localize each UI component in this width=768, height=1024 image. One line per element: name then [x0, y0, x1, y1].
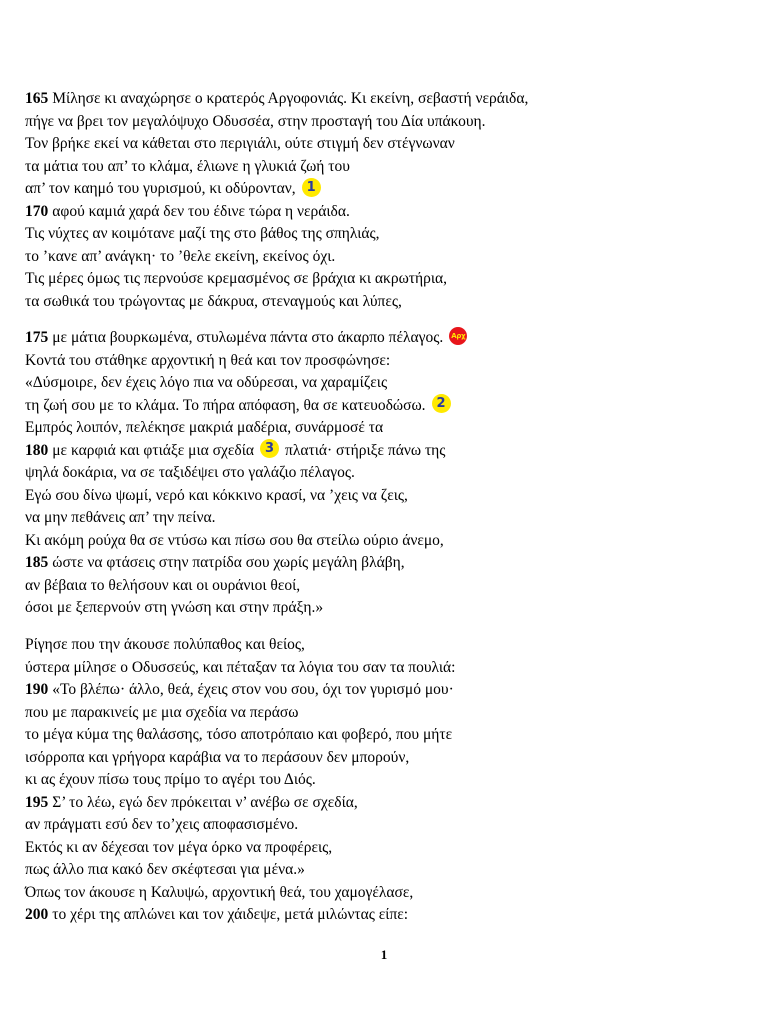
verse-text: «Το βλέπω· άλλο, θεά, έχεις στον νου σου, όχι τον γυρισμό μου· [52, 681, 454, 698]
verse-line [25, 769, 745, 792]
verse-line [25, 88, 745, 111]
verse-text: Τον βρήκε εκεί να κάθεται στο περιγιάλι, ούτε στιγμή δεν στέγνωναν [25, 135, 455, 152]
verse-line [25, 747, 745, 770]
verse-text: με μάτια βουρκωμένα, στυλωμένα πάντα στο άκαρπο πέλαγος. [52, 329, 444, 346]
verse-line [25, 133, 745, 156]
verse-line [25, 575, 745, 598]
annotation-marker-icon[interactable]: 1 [302, 178, 321, 197]
verse-text: ώστε να φτάσεις στην πατρίδα σου χωρίς μεγάλη βλάβη, [52, 554, 405, 571]
annotation-marker-icon[interactable]: 2 [432, 394, 451, 413]
verse-text: «Δύσμοιρε, δεν έχεις λόγο πια να οδύρεσαι, να χαραμίζεις [25, 374, 388, 391]
verse-text: που με παρακινείς με μια σχεδία να περάσω [25, 703, 299, 721]
verse-line [25, 679, 745, 702]
verse-text: το μέγα κύμα της θαλάσσης, τόσο αποτρόπαιο και φοβερό, που μήτε [25, 726, 453, 743]
verse-text: Εγώ σου δίνω ψωμί, νερό και κόκκινο κρασί, να ’χεις να ζεις, [25, 486, 408, 504]
verse-line [25, 327, 745, 350]
verse-line [25, 372, 745, 395]
verse-text: το χέρι της απλώνει και τον χάιδεψε, μετά μιλώντας είπε: [52, 906, 409, 923]
page-number: 1 [380, 947, 388, 962]
verse-text: Όπως τον άκουσε η Καλυψώ, αρχοντική θεά, του χαμογέλασε, [25, 883, 414, 901]
verse-text: με καρφιά και φτιάξε μια σχεδία [52, 441, 254, 459]
verse-line [25, 111, 745, 134]
verse-text: ισόρροπα και γρήγορα καράβια να το περάσουν δεν μπορούν, [25, 748, 410, 766]
line-number: 175 [25, 329, 49, 346]
verse-line [25, 702, 745, 725]
verse-line [25, 837, 745, 860]
line-number: 190 [25, 681, 49, 698]
verse-line [25, 178, 745, 201]
verse-text: ψηλά δοκάρια, να σε ταξιδέψει στο γαλάζιο πέλαγος. [25, 464, 355, 481]
verse-text: ύστερα μίλησε ο Οδυσσεύς, και πέταξαν τα λόγια του σαν τα πουλιά: [25, 658, 456, 676]
verse-text: Εκτός κι αν δέχεσαι τον μέγα όρκο να προφέρεις, [25, 838, 333, 856]
verse-line [25, 395, 745, 418]
verse-text: Κι ακόμη ρούχα θα σε ντύσω και πίσω σου θα στείλω ούριο άνεμο, [25, 531, 444, 549]
line-number: 200 [25, 906, 49, 923]
verse-text: αν πράγματι εσύ δεν το’χεις αποφασισμένο. [25, 816, 299, 833]
verse-line [25, 268, 745, 291]
verse-line [25, 859, 745, 882]
original-text-marker-icon[interactable]: Αρχ [449, 327, 467, 345]
verse-text: τα μάτια του απ’ το κλάμα, έλιωνε η γλυκιά ζωή του [25, 157, 350, 175]
line-number: 165 [25, 90, 49, 107]
annotation-marker-icon[interactable]: 3 [260, 439, 279, 458]
verse-text: Τις νύχτες αν κοιμότανε μαζί της στο βάθος της σπηλιάς, [25, 225, 380, 242]
verse-text-continued: πλατιά· στήριξε πάνω της [285, 441, 446, 459]
line-number: 180 [25, 441, 49, 459]
verse-text: κι ας έχουν πίσω τους πρίμο το αγέρι του Διός. [25, 771, 316, 788]
line-number: 185 [25, 554, 49, 571]
verse-line [25, 291, 745, 314]
verse-text: απ’ τον καημό του γυρισμού, κι οδύρονταν, [25, 180, 296, 197]
stanza-1 [25, 88, 745, 313]
verse-line [25, 223, 745, 246]
verse-text: τη ζωή σου με το κλάμα. Το πήρα απόφαση, θα σε κατευοδώσω. [25, 396, 426, 414]
verse-line [25, 507, 745, 530]
verse-line [25, 792, 745, 815]
verse-text: Μίλησε κι αναχώρησε ο κρατερός Αργοφονιάς. Κι εκείνη, σεβαστή νεράιδα, [52, 90, 529, 107]
verse-line [25, 156, 745, 179]
verse-line [25, 350, 745, 373]
verse-line [25, 201, 745, 224]
verse-line [25, 597, 745, 620]
verse-text: πως άλλο πια κακό δεν σκέφτεσαι για μένα.» [25, 861, 305, 878]
verse-text: Τις μέρες όμως τις περνούσε κρεμασμένος σε βράχια κι ακρωτήρια, [25, 270, 448, 287]
verse-line [25, 440, 745, 463]
verse-line [25, 552, 745, 575]
verse-line [25, 417, 745, 440]
verse-text: Ρίγησε που την άκουσε πολύπαθος και θείος, [25, 636, 305, 653]
verse-text: αν βέβαια το θελήσουν και οι ουράνιοι θεοί, [25, 576, 301, 594]
verse-line [25, 904, 745, 927]
line-number: 195 [25, 793, 49, 811]
verse-line [25, 530, 745, 553]
verse-text: πήγε να βρει τον μεγαλόψυχο Οδυσσέα, στην προσταγή του Δία υπάκουη. [25, 112, 486, 130]
verse-text: αφού καμιά χαρά δεν του έδινε τώρα η νεράιδα. [52, 202, 350, 220]
stanza-2 [25, 327, 745, 620]
verse-text: τα σωθικά του τρώγοντας με δάκρυα, στεναγμούς και λύπες, [25, 292, 402, 310]
verse-line [25, 882, 745, 905]
verse-text: Κοντά του στάθηκε αρχοντική η θεά και τον προσφώνησε: [25, 351, 391, 369]
verse-text: το ’κανε απ’ ανάγκη· το ’θελε εκείνη, εκείνος όχι. [25, 247, 336, 265]
stanza-3 [25, 634, 745, 927]
verse-text: Σ’ το λέω, εγώ δεν πρόκειται ν’ ανέβω σε σχεδία, [52, 793, 358, 811]
verse-text: Εμπρός λοιπόν, πελέκησε μακριά μαδέρια, συνάρμοσέ τα [25, 419, 384, 436]
verse-line [25, 462, 745, 485]
verse-line [25, 657, 745, 680]
verse-text: όσοι με ξεπερνούν στη γνώση και στην πράξη.» [25, 599, 324, 616]
verse-text: να μην πεθάνεις απ’ την πείνα. [25, 509, 216, 526]
verse-line [25, 246, 745, 269]
verse-line [25, 485, 745, 508]
verse-line [25, 634, 745, 657]
verse-line [25, 724, 745, 747]
line-number: 170 [25, 202, 49, 220]
verse-line [25, 814, 745, 837]
